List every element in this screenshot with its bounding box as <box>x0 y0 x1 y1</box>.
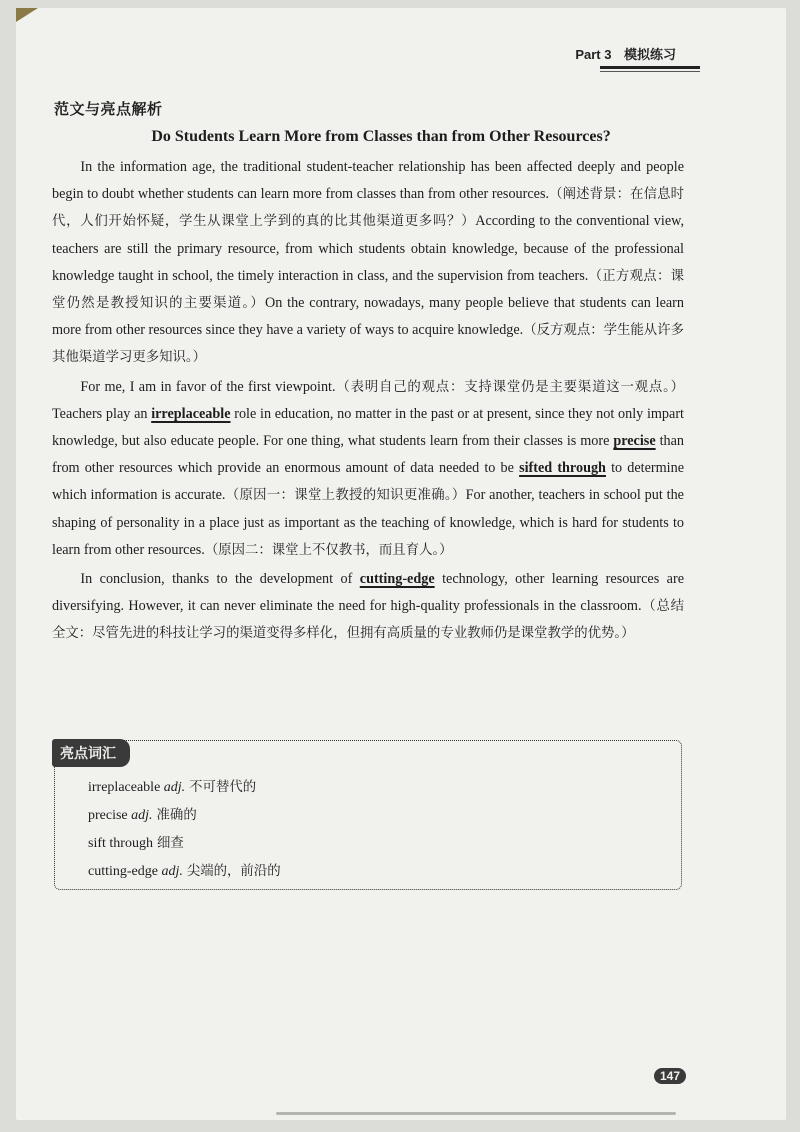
vocab-pos: adj. <box>131 808 153 823</box>
essay-text: On the contrary, nowadays, many people believe that students can learn more from other resources since they have a variety of ways to acquire knowledge. <box>52 295 684 339</box>
page <box>16 8 786 1120</box>
vocab-item <box>88 802 281 830</box>
vocab-label: 亮点词汇 <box>52 739 130 767</box>
annotation: （原因二：课堂上不仅教书，而且育人。） <box>204 542 453 558</box>
annotation: （反方观点：学生能从许多其他渠道学习更多知识。） <box>52 323 684 366</box>
header-section: 模拟练习 <box>623 48 676 63</box>
vocab-meaning: 准确的 <box>156 808 197 823</box>
vocab-word: sift through <box>88 836 153 851</box>
essay-text: Teachers play an <box>52 405 148 422</box>
highlight-word: irreplaceable <box>151 405 231 422</box>
header-rule-thin <box>600 71 700 72</box>
essay-title: Do Students Learn More from Classes than from Other Resources? <box>151 128 611 145</box>
highlight-word: cutting-edge <box>359 571 435 588</box>
essay-paragraph-3 <box>52 566 684 648</box>
vocab-meaning: 不可替代的 <box>189 780 257 795</box>
annotation: （正方观点：课堂仍然是教授知识的主要渠道。） <box>52 268 684 312</box>
vocab-word: irreplaceable <box>88 780 161 795</box>
annotation: （原因一：课堂上教授的知识更准确。） <box>225 488 466 504</box>
page-edge-shadow <box>276 1112 676 1115</box>
essay-paragraph-2 <box>52 374 684 564</box>
annotation: （阐述背景：在信息时代，人们开始怀疑，学生从课堂上学到的真的比其他渠道更多吗？） <box>52 187 685 230</box>
highlight-word: precise <box>613 433 656 450</box>
vocab-item <box>88 858 281 886</box>
section-title: 范文与亮点解析 <box>54 100 163 118</box>
header-part: Part 3 <box>575 47 612 62</box>
annotation: （表明自己的观点：支持课堂仍是主要渠道这一观点。） <box>335 379 684 395</box>
vocab-pos: adj. <box>161 864 183 879</box>
vocab-list <box>88 774 281 886</box>
essay-body <box>52 154 684 648</box>
vocab-meaning: 细查 <box>156 836 184 851</box>
vocab-word: cutting-edge <box>88 864 158 879</box>
essay-text: In the information age, the traditional student-teacher relationship has been affected deeply and people begin to doubt whether students can learn more from classes than from other resources. <box>52 159 684 203</box>
essay-text: In conclusion, thanks to the development of <box>80 571 353 588</box>
vocab-word: precise <box>88 808 128 823</box>
running-header <box>575 44 676 63</box>
header-rule <box>600 66 700 69</box>
essay-text: For me, I am in favor of the first viewpoint. <box>80 378 336 395</box>
essay-paragraph-1 <box>52 154 684 372</box>
highlight-word: sifted through <box>519 460 606 477</box>
essay-text: role in education, no matter in the past or at present, since they not only impart knowledge, but also educate people. For one thing, what students learn from their classes is more <box>52 405 684 450</box>
essay-text: According to the conventional view, teachers are still the primary resource, from which students obtain knowledge, because of the professional knowledge taught in school, the timely interaction in class, and the supervision from teachers. <box>52 213 685 284</box>
vocab-item <box>88 830 281 858</box>
vocab-item <box>88 774 281 802</box>
annotation: （总结全文：尽管先进的科技让学习的渠道变得多样化，但拥有高质量的专业教师仍是课堂教学的优势。） <box>52 599 685 642</box>
essay-text: For another, teachers in school put the shaping of personality in a place just as important as the teaching of knowledge, which is hard for students to learn from other resources. <box>52 487 684 558</box>
essay-text: to determine which information is accurate. <box>52 460 684 504</box>
corner-mark <box>16 8 38 22</box>
essay-text: than from other resources which provide an enormous amount of data needed to be <box>52 433 684 477</box>
page-number: 147 <box>654 1068 686 1084</box>
essay-text: technology, other learning resources are diversifying. However, it can never eliminate the need for high-quality professionals in the classroom. <box>52 571 684 615</box>
vocab-pos: adj. <box>163 780 186 795</box>
vocab-meaning: 尖端的，前沿的 <box>186 864 281 879</box>
